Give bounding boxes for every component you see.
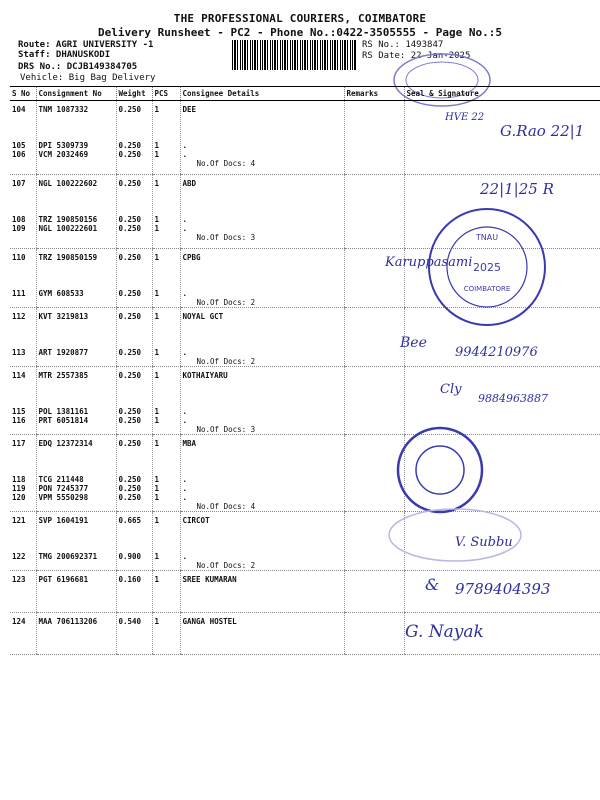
consignee-value: GANGA HOSTEL bbox=[182, 617, 237, 626]
pcs-value: 1 bbox=[154, 475, 160, 484]
consignee-cell bbox=[180, 308, 344, 367]
sno-value: 115 bbox=[12, 407, 26, 416]
sno-value: 116 bbox=[12, 416, 26, 425]
runsheet-subtitle: Delivery Runsheet - PC2 - Phone No.:0422-3505555 - Page No.:5 bbox=[98, 26, 502, 39]
signature-scribble: Bee bbox=[400, 335, 427, 351]
signature-scribble: HVE 22 bbox=[445, 112, 485, 123]
consignee-cell bbox=[180, 435, 344, 512]
weight-cell bbox=[116, 512, 152, 571]
consignee-cell bbox=[180, 571, 344, 613]
consignment-value: VPM 5550298 bbox=[38, 493, 89, 502]
pcs-value: 1 bbox=[154, 150, 160, 159]
pcs-value: 1 bbox=[154, 289, 160, 298]
consignment-value: SVP 1604191 bbox=[38, 516, 89, 525]
weight-value: 0.250 bbox=[118, 179, 142, 188]
consignment-value: TRZ 190850159 bbox=[38, 253, 98, 262]
weight-value: 0.250 bbox=[118, 150, 142, 159]
stamp-tnau: TNAU bbox=[475, 233, 499, 242]
weight-value: 0.250 bbox=[118, 141, 142, 150]
docs-count: No.Of Docs: 3 bbox=[196, 425, 256, 434]
table-row bbox=[10, 613, 600, 655]
consignee-value: CIRCOT bbox=[182, 516, 210, 525]
handwritten-phone-3: 9789404393 bbox=[455, 580, 551, 598]
stamp-date: 2025 bbox=[473, 261, 501, 274]
pcs-value: 1 bbox=[154, 575, 160, 584]
pcs-value: 1 bbox=[154, 484, 160, 493]
pcs-cell bbox=[152, 175, 180, 249]
pcs-value: 1 bbox=[154, 105, 160, 114]
pcs-cell bbox=[152, 512, 180, 571]
staff-label: Staff: DHANUSKODI bbox=[18, 50, 111, 60]
pcs-value: 1 bbox=[154, 215, 160, 224]
weight-value: 0.250 bbox=[118, 105, 142, 114]
pcs-value: 1 bbox=[154, 416, 160, 425]
docs-count: No.Of Docs: 3 bbox=[196, 233, 256, 242]
handwritten-phone-2: 9884963887 bbox=[478, 392, 548, 405]
weight-cell bbox=[116, 175, 152, 249]
consignment-value: PGT 6196681 bbox=[38, 575, 89, 584]
signature-scribble: G. Nayak bbox=[405, 622, 484, 642]
col-sno: S No bbox=[10, 87, 36, 101]
sno-value: 105 bbox=[12, 141, 26, 150]
pcs-value: 1 bbox=[154, 141, 160, 150]
pcs-cell bbox=[152, 435, 180, 512]
weight-value: 0.250 bbox=[118, 312, 142, 321]
consignee-value: . bbox=[182, 215, 188, 224]
consignee-value: . bbox=[182, 475, 188, 484]
consignment-cell bbox=[36, 308, 116, 367]
consignment-value: TRZ 190850156 bbox=[38, 215, 98, 224]
pcs-value: 1 bbox=[154, 552, 160, 561]
consignee-value: . bbox=[182, 141, 188, 150]
consignee-value: . bbox=[182, 552, 188, 561]
pcs-value: 1 bbox=[154, 312, 160, 321]
pcs-cell bbox=[152, 571, 180, 613]
sno-value: 121 bbox=[12, 516, 26, 525]
sno-value: 110 bbox=[12, 253, 26, 262]
docs-count: No.Of Docs: 2 bbox=[196, 357, 256, 366]
pcs-value: 1 bbox=[154, 617, 160, 626]
consignee-cell bbox=[180, 175, 344, 249]
rs-date: RS Date: 22-Jan-2025 bbox=[362, 51, 471, 61]
remarks-cell bbox=[344, 613, 404, 655]
runsheet-table bbox=[10, 86, 600, 655]
stamp-coimbatore: COIMBATORE bbox=[463, 285, 511, 293]
col-weight: Weight bbox=[116, 87, 152, 101]
docs-count: No.Of Docs: 4 bbox=[196, 159, 256, 168]
weight-value: 0.250 bbox=[118, 407, 142, 416]
remarks-cell bbox=[344, 175, 404, 249]
sno-cell bbox=[10, 571, 36, 613]
pcs-value: 1 bbox=[154, 439, 160, 448]
barcode bbox=[232, 40, 356, 70]
weight-value: 0.250 bbox=[118, 439, 142, 448]
signature-scribble: & bbox=[425, 575, 440, 594]
consignment-cell bbox=[36, 435, 116, 512]
consignment-cell bbox=[36, 571, 116, 613]
pcs-cell bbox=[152, 101, 180, 175]
weight-cell bbox=[116, 101, 152, 175]
sno-value: 104 bbox=[12, 105, 26, 114]
pcs-value: 1 bbox=[154, 493, 160, 502]
signature-scribble: Karuppasami bbox=[385, 255, 473, 270]
consignee-cell bbox=[180, 512, 344, 571]
sno-value: 111 bbox=[12, 289, 26, 298]
consignee-cell bbox=[180, 101, 344, 175]
consignee-value: MBA bbox=[182, 439, 197, 448]
secretary-stamp bbox=[395, 425, 485, 515]
consignment-cell bbox=[36, 512, 116, 571]
weight-cell bbox=[116, 308, 152, 367]
consignee-value: . bbox=[182, 416, 188, 425]
sno-value: 122 bbox=[12, 552, 26, 561]
consignee-value: . bbox=[182, 224, 188, 233]
consignee-value: . bbox=[182, 484, 188, 493]
consignee-value: . bbox=[182, 150, 188, 159]
signature-scribble: Cly bbox=[440, 382, 462, 397]
weight-cell bbox=[116, 249, 152, 308]
consignment-value: PON 7245377 bbox=[38, 484, 89, 493]
weight-value: 0.665 bbox=[118, 516, 142, 525]
weight-value: 0.250 bbox=[118, 371, 142, 380]
weight-value: 0.250 bbox=[118, 475, 142, 484]
consignment-cell bbox=[36, 101, 116, 175]
consignee-value: KOTHAIYARU bbox=[182, 371, 228, 380]
consignee-value: . bbox=[182, 348, 188, 357]
rs-number: RS No.: 1493847 bbox=[362, 40, 444, 50]
remarks-cell bbox=[344, 571, 404, 613]
consignment-cell bbox=[36, 249, 116, 308]
table-header bbox=[10, 87, 600, 101]
col-consignment: Consignment No bbox=[36, 87, 116, 101]
table-row bbox=[10, 435, 600, 512]
sno-value: 123 bbox=[12, 575, 26, 584]
sno-value: 119 bbox=[12, 484, 26, 493]
remarks-cell bbox=[344, 308, 404, 367]
sno-cell bbox=[10, 435, 36, 512]
pcs-cell bbox=[152, 613, 180, 655]
consignment-cell bbox=[36, 367, 116, 435]
weight-cell bbox=[116, 367, 152, 435]
sno-cell bbox=[10, 175, 36, 249]
company-title: THE PROFESSIONAL COURIERS, COIMBATORE bbox=[173, 12, 427, 25]
col-pcs: PCS bbox=[152, 87, 180, 101]
signature-scribble: G.Rao 22|1 bbox=[500, 122, 585, 140]
consignee-value: . bbox=[182, 407, 188, 416]
pcs-cell bbox=[152, 367, 180, 435]
sno-value: 113 bbox=[12, 348, 26, 357]
pcs-cell bbox=[152, 249, 180, 308]
col-consignee: Consignee Details bbox=[180, 87, 344, 101]
col-seal-signature: Seal & Signature bbox=[404, 87, 600, 101]
consignment-value: DPI 5309739 bbox=[38, 141, 89, 150]
consignment-value: NGL 100222601 bbox=[38, 224, 98, 233]
consignee-value: DEE bbox=[182, 105, 197, 114]
weight-value: 0.250 bbox=[118, 224, 142, 233]
consignee-cell bbox=[180, 367, 344, 435]
sno-cell bbox=[10, 101, 36, 175]
weight-value: 0.900 bbox=[118, 552, 142, 561]
consignment-value: GYM 608533 bbox=[38, 289, 84, 298]
consignment-cell bbox=[36, 175, 116, 249]
sno-cell bbox=[10, 613, 36, 655]
consignee-value: ABD bbox=[182, 179, 197, 188]
consignee-value: CPBG bbox=[182, 253, 201, 262]
signature-scribble: V. Subbu bbox=[455, 535, 513, 550]
weight-value: 0.160 bbox=[118, 575, 142, 584]
sno-value: 106 bbox=[12, 150, 26, 159]
consignment-value: TNM 1087332 bbox=[38, 105, 89, 114]
sno-value: 117 bbox=[12, 439, 26, 448]
weight-value: 0.250 bbox=[118, 348, 142, 357]
consignee-value: . bbox=[182, 493, 188, 502]
docs-count: No.Of Docs: 2 bbox=[196, 298, 256, 307]
weight-cell bbox=[116, 435, 152, 512]
pcs-value: 1 bbox=[154, 407, 160, 416]
pcs-cell bbox=[152, 308, 180, 367]
sno-value: 112 bbox=[12, 312, 26, 321]
pcs-value: 1 bbox=[154, 348, 160, 357]
consignment-value: TMG 200692371 bbox=[38, 552, 98, 561]
pcs-value: 1 bbox=[154, 253, 160, 262]
col-remarks: Remarks bbox=[344, 87, 404, 101]
consignment-cell bbox=[36, 613, 116, 655]
consignee-cell bbox=[180, 613, 344, 655]
remarks-cell bbox=[344, 101, 404, 175]
sno-value: 118 bbox=[12, 475, 26, 484]
consignment-value: TCG 211448 bbox=[38, 475, 84, 484]
consignee-value: . bbox=[182, 289, 188, 298]
sno-cell bbox=[10, 249, 36, 308]
consignment-value: KVT 3219813 bbox=[38, 312, 89, 321]
consignment-value: POL 1381161 bbox=[38, 407, 89, 416]
sno-cell bbox=[10, 367, 36, 435]
consignment-value: EDQ 12372314 bbox=[38, 439, 93, 448]
weight-cell bbox=[116, 613, 152, 655]
vehicle-label: Vehicle: Big Bag Delivery bbox=[20, 73, 156, 83]
sno-cell bbox=[10, 512, 36, 571]
consignment-value: MAA 706113206 bbox=[38, 617, 98, 626]
docs-count: No.Of Docs: 4 bbox=[196, 502, 256, 511]
weight-value: 0.250 bbox=[118, 215, 142, 224]
sno-value: 124 bbox=[12, 617, 26, 626]
pcs-value: 1 bbox=[154, 179, 160, 188]
sno-cell bbox=[10, 308, 36, 367]
route-label: Route: AGRI UNIVERSITY -1 bbox=[18, 40, 154, 50]
consignee-cell bbox=[180, 249, 344, 308]
pcs-value: 1 bbox=[154, 224, 160, 233]
sno-value: 109 bbox=[12, 224, 26, 233]
consignee-value: NOYAL GCT bbox=[182, 312, 224, 321]
signature-scribble: 22|1|25 R bbox=[480, 180, 554, 198]
pcs-value: 1 bbox=[154, 371, 160, 380]
docs-count: No.Of Docs: 2 bbox=[196, 561, 256, 570]
sno-value: 114 bbox=[12, 371, 26, 380]
weight-value: 0.250 bbox=[118, 484, 142, 493]
weight-value: 0.540 bbox=[118, 617, 142, 626]
handwritten-phone-1: 9944210976 bbox=[455, 345, 538, 360]
drs-number: DRS No.: DCJB149384705 bbox=[18, 62, 138, 72]
sno-value: 120 bbox=[12, 493, 26, 502]
weight-cell bbox=[116, 571, 152, 613]
weight-value: 0.250 bbox=[118, 289, 142, 298]
weight-value: 0.250 bbox=[118, 253, 142, 262]
sno-value: 107 bbox=[12, 179, 26, 188]
pcs-value: 1 bbox=[154, 516, 160, 525]
weight-value: 0.250 bbox=[118, 493, 142, 502]
consignment-value: ART 1920877 bbox=[38, 348, 89, 357]
sno-value: 108 bbox=[12, 215, 26, 224]
consignment-value: PRT 6051814 bbox=[38, 416, 89, 425]
weight-value: 0.250 bbox=[118, 416, 142, 425]
consignment-value: NGL 100222602 bbox=[38, 179, 98, 188]
consignee-value: SREE KUMARAN bbox=[182, 575, 237, 584]
consignment-value: VCM 2032469 bbox=[38, 150, 89, 159]
consignment-value: MTR 2557385 bbox=[38, 371, 89, 380]
